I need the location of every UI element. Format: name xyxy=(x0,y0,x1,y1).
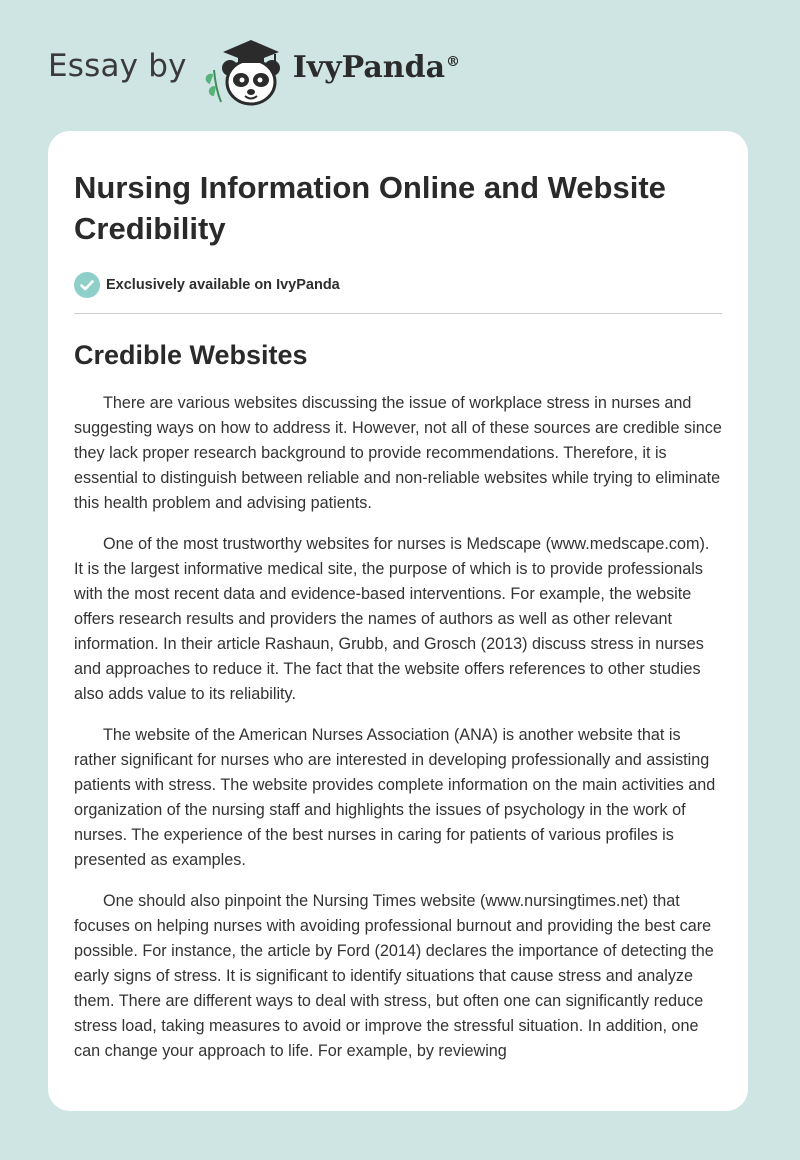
page-title: Nursing Information Online and Website Credibility xyxy=(74,170,666,246)
paragraph: The website of the American Nurses Association (ANA) is another website that is rather significant for nurses who are interested in developing professionally and assisting patients with stress. The website provides complete information on the main activities and organization of the nursing staff and highlights the issues of psychology in the work of nurses. The experience of the best nurses in caring for patients of various profiles is presented as examples. xyxy=(74,726,716,869)
panda-logo-icon[interactable] xyxy=(201,30,291,110)
brand-name-text: IvyPanda xyxy=(292,49,446,85)
brand-name xyxy=(293,50,460,85)
paragraph: There are various websites discussing the issue of workplace stress in nurses and suggesting ways on how to address it. However, not all of these sources are credible since they lack proper research background to provide recommendations. Therefore, it is essential to distinguish between reliable and non-reliable websites while trying to eliminate this health problem and advising patients. xyxy=(74,394,722,512)
paragraph: One of the most trustworthy websites for nurses is Medscape (www.medscape.com). It is the largest informative medical site, the purpose of which is to provide professionals with the most recent data and evidence-based interventions. For example, the website offers research results and providers the names of authors as well as other relevant information. In their article Rashaun, Grubb, and Grosch (2013) discuss stress in nurses and approaches to reduce it. The fact that the website offers references to other studies also adds value to its reliability. xyxy=(74,535,710,703)
essay-card xyxy=(48,131,748,1111)
exclusive-badge-label: Exclusively available on IvyPanda xyxy=(106,277,340,293)
essay-body xyxy=(74,391,722,1064)
brand-prefix: Essay by xyxy=(48,48,187,84)
check-circle-icon xyxy=(74,272,100,298)
divider xyxy=(74,313,722,314)
registered-mark: ® xyxy=(446,53,461,70)
paragraph: One should also pinpoint the Nursing Times website (www.nursingtimes.net) that focuses on helping nurses with avoiding professional burnout and providing the best care possible. For instance, the article by Ford (2014) declares the importance of detecting the early signs of stress. It is significant to identify situations that cause stress and analyze them. There are different ways to deal with stress, but often one can significantly reduce stress load, taking measures to avoid or improve the stressful situation. In addition, one can change your approach to life. For example, by reviewing xyxy=(74,892,714,1060)
site-header xyxy=(48,30,460,110)
exclusive-badge xyxy=(74,272,722,298)
section-title: Credible Websites xyxy=(74,340,308,370)
